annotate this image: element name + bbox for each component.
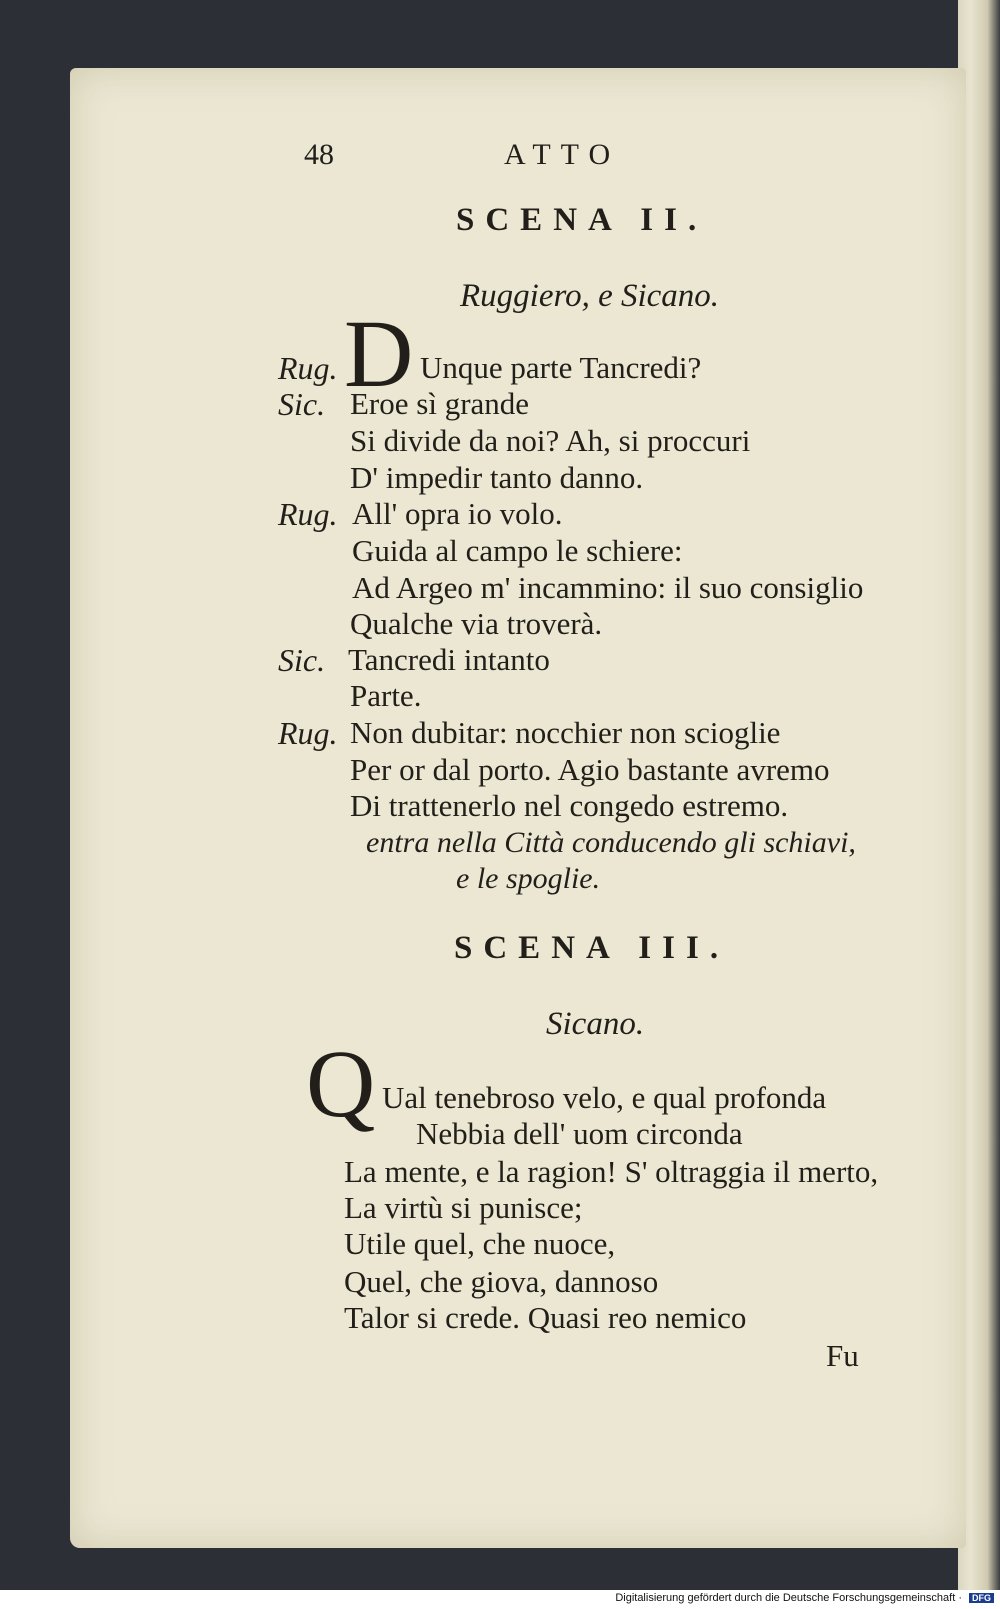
verse-line: Quel, che giova, dannoso — [344, 1264, 659, 1299]
verse-line: La mente, e la ragion! S' oltraggia il merto, — [344, 1154, 879, 1189]
dialogue-line: Ad Argeo m' incammino: il suo consiglio — [352, 570, 864, 605]
dialogue-line: All' opra io volo. — [352, 496, 563, 531]
dialogue-line: Unque parte Tancredi? — [420, 350, 702, 385]
speaker-label: Rug. — [278, 496, 338, 532]
scene-2-characters: Ruggiero, e Sicano. — [460, 278, 720, 314]
stage-direction: entra nella Città conducendo gli schiavi, — [366, 826, 856, 859]
scene-2-heading: SCENA II. — [456, 202, 708, 238]
dialogue-line: D' impedir tanto danno. — [350, 460, 644, 495]
running-title: ATTO — [504, 138, 621, 171]
speaker-label: Rug. — [278, 350, 338, 386]
verse-line: Ual tenebroso velo, e qual profonda — [382, 1080, 827, 1115]
scene-3-characters: Sicano. — [546, 1006, 645, 1042]
dialogue-line: Guida al campo le schiere: — [352, 533, 683, 568]
dfg-logo: DFG — [969, 1593, 994, 1603]
dialogue-line: Eroe sì grande — [350, 386, 530, 421]
dialogue-line: Di trattenerlo nel congedo estremo. — [350, 788, 789, 823]
page-number: 48 — [304, 138, 334, 171]
drop-cap-d: D — [344, 300, 414, 407]
dialogue-line: Non dubitar: nocchier non scioglie — [350, 715, 781, 750]
verse-line: Nebbia dell' uom circonda — [416, 1116, 743, 1151]
catchword: Fu — [826, 1338, 859, 1373]
dialogue-line: Tancredi intanto — [348, 642, 550, 677]
dialogue-line: Qualche via troverà. — [350, 606, 603, 641]
dialogue-line: Parte. — [350, 678, 422, 713]
speaker-label: Rug. — [278, 715, 338, 751]
verse-line: Utile quel, che nuoce, — [344, 1226, 616, 1261]
funding-credit: Digitalisierung gefördert durch die Deutsche Forschungsgemeinschaft · — [615, 1592, 962, 1604]
dialogue-line: Si divide da noi? Ah, si proccuri — [350, 423, 751, 458]
speaker-label: Sic. — [278, 386, 326, 422]
speaker-label: Sic. — [278, 642, 326, 678]
book-page — [70, 68, 966, 1548]
verse-line: Talor si crede. Quasi reo nemico — [344, 1300, 747, 1335]
scene-3-heading: SCENA III. — [454, 930, 730, 966]
digitization-footer — [0, 1590, 1000, 1609]
dialogue-line: Per or dal porto. Agio bastante avremo — [350, 752, 830, 787]
drop-cap-q: Q — [306, 1030, 376, 1137]
verse-line: La virtù si punisce; — [344, 1190, 583, 1225]
stage-direction: e le spoglie. — [456, 862, 601, 895]
